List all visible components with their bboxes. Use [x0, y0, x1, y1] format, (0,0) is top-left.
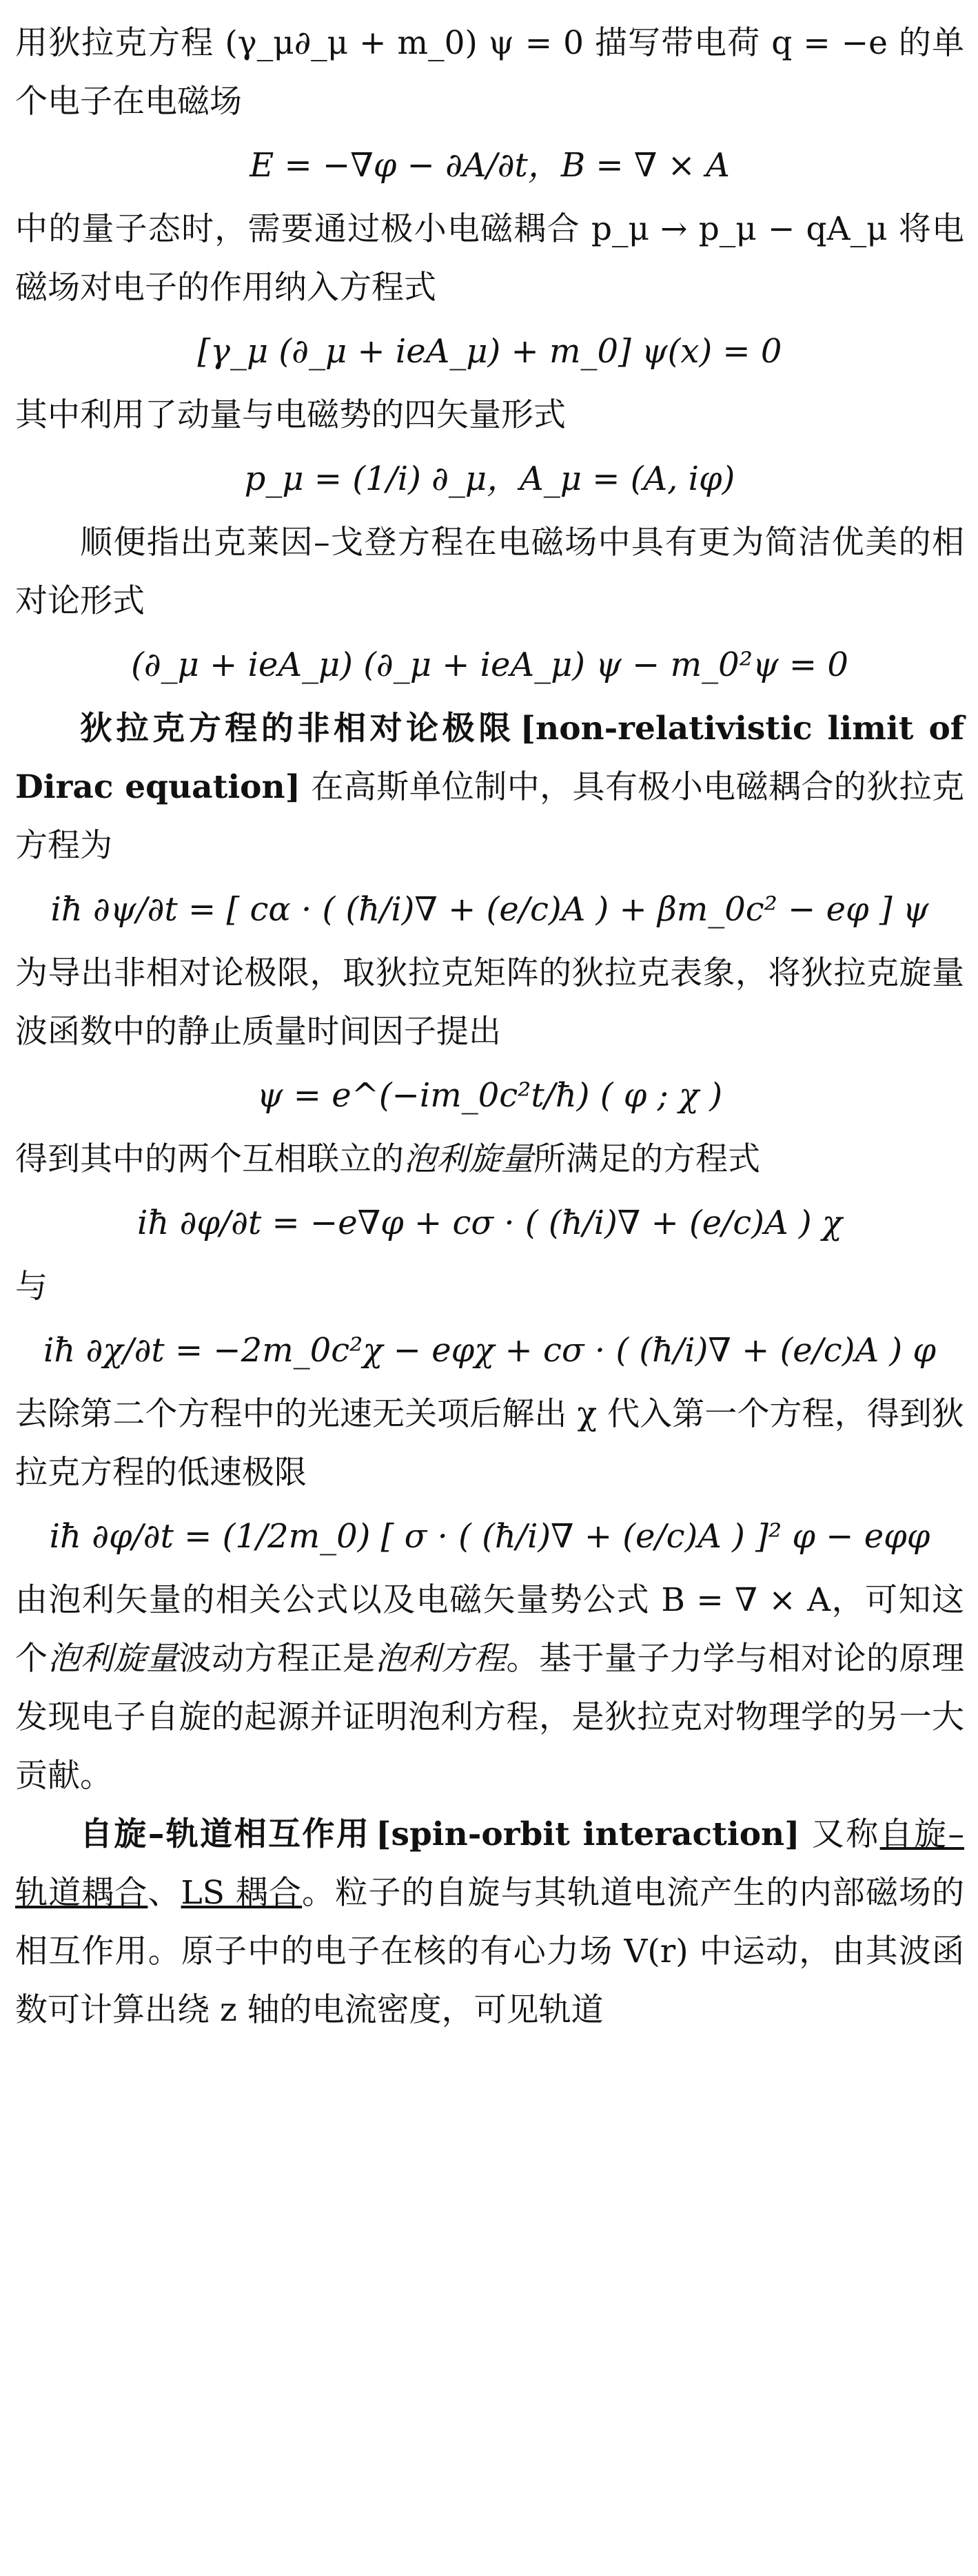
paragraph-minimal-coupling: 中的量子态时，需要通过极小电磁耦合 p_μ → p_μ − qA_μ 将电磁场对电子的作用纳入方程式	[15, 210, 964, 307]
text-segment: 又称	[811, 1815, 880, 1853]
equation-em-fields: E = −∇φ − ∂A/∂t，B = ∇ × A	[249, 146, 730, 185]
equation-chi-evolution: iħ ∂χ/∂t = −2m_0c²χ − eφχ + cσ · ( (ħ/i)∇ + (e/c)A ) φ	[43, 1331, 936, 1370]
paragraph-and: 与	[15, 1268, 48, 1306]
paragraph-four-vector: 其中利用了动量与电磁势的四矢量形式	[15, 396, 566, 434]
text-segment: 。粒子的自旋与其轨道电流产生的内部磁场的相互作用。原子中的电子在核的有心力场 V(r) 中运动，由其波函数可计算出绕 z 轴的电流密度，可见轨道	[15, 1874, 965, 2029]
paragraph-dirac-representation: 为导出非相对论极限，取狄拉克矩阵的狄拉克表象，将狄拉克旋量波函数中的静止质量时间因子提出	[15, 954, 964, 1051]
paragraph-pauli-equation	[15, 1571, 964, 1805]
paragraph-low-speed-limit: 去除第二个方程中的光速无关项后解出 χ 代入第一个方程，得到狄拉克方程的低速极限	[15, 1395, 964, 1492]
equation-phi-evolution: iħ ∂φ/∂t = −e∇φ + cσ · ( (ħ/i)∇ + (e/c)A ) χ	[137, 1204, 842, 1242]
section-heading: 自旋–轨道相互作用	[80, 1815, 371, 1853]
section-english-title: [spin-orbit interaction]	[376, 1815, 800, 1853]
link-ls-coupling[interactable]: LS 耦合	[181, 1874, 303, 1912]
paragraph-pauli-spinors	[15, 1130, 964, 1188]
text-segment: 得到其中的两个互相联立的	[15, 1140, 404, 1178]
section-heading: 狄拉克方程的非相对论极限	[80, 710, 515, 748]
equation-dirac-gaussian: iħ ∂ψ/∂t = [ cα · ( (ħ/i)∇ + (e/c)A ) + βm_0c² − eφ ] ψ	[50, 890, 929, 929]
equation-pauli: iħ ∂φ/∂t = (1/2m_0) [ σ · ( (ħ/i)∇ + (e/c)A ) ]² φ − eφφ	[49, 1517, 930, 1556]
equation-dirac-coupled: [γ_μ (∂_μ + ieA_μ) + m_0] ψ(x) = 0	[197, 332, 782, 371]
equation-four-vectors: p_μ = (1/i) ∂_μ，A_μ = (A, iφ)	[244, 460, 735, 498]
text-segment: 所满足的方程式	[533, 1140, 760, 1178]
section-text: 在高斯单位制中，具有极小电磁耦合的狄拉克方程为	[15, 768, 965, 865]
section-english-title: [non-relativistic limit of Dirac equation]	[15, 710, 965, 806]
equation-rest-mass-factor: ψ = e^(−im_0c²t/ħ) ( φ ; χ )	[256, 1076, 723, 1115]
emphasis-pauli-equation: 泡利方程	[375, 1640, 507, 1678]
paragraph-klein-gordon: 顺便指出克莱因–戈登方程在电磁场中具有更为简洁优美的相对论形式	[15, 524, 964, 620]
section-nonrelativistic-limit	[15, 699, 964, 875]
link-spin-orbit-coupling[interactable]: 自旋–轨道耦合	[15, 1815, 965, 1912]
text-segment: 波动方程正是	[179, 1640, 376, 1678]
text-segment: 由泡利矢量的相关公式以及电磁矢量势公式 B = ∇ × A，可知这个	[15, 1581, 964, 1678]
emphasis-pauli-spinor: 泡利旋量	[48, 1640, 179, 1678]
text-segment: 、	[147, 1874, 181, 1912]
paragraph-dirac-intro: 用狄拉克方程 (γ_μ∂_μ + m_0) ψ = 0 描写带电荷 q = −e 的单个电子在电磁场	[15, 24, 964, 121]
section-spin-orbit	[15, 1805, 964, 2039]
equation-klein-gordon: (∂_μ + ieA_μ) (∂_μ + ieA_μ) ψ − m_0²ψ = 0	[131, 646, 848, 684]
emphasis-pauli-spinor: 泡利旋量	[404, 1140, 533, 1178]
text-segment: 。基于量子力学与相对论的原理发现电子自旋的起源并证明泡利方程，是狄拉克对物理学的另一大贡献。	[15, 1640, 964, 1795]
